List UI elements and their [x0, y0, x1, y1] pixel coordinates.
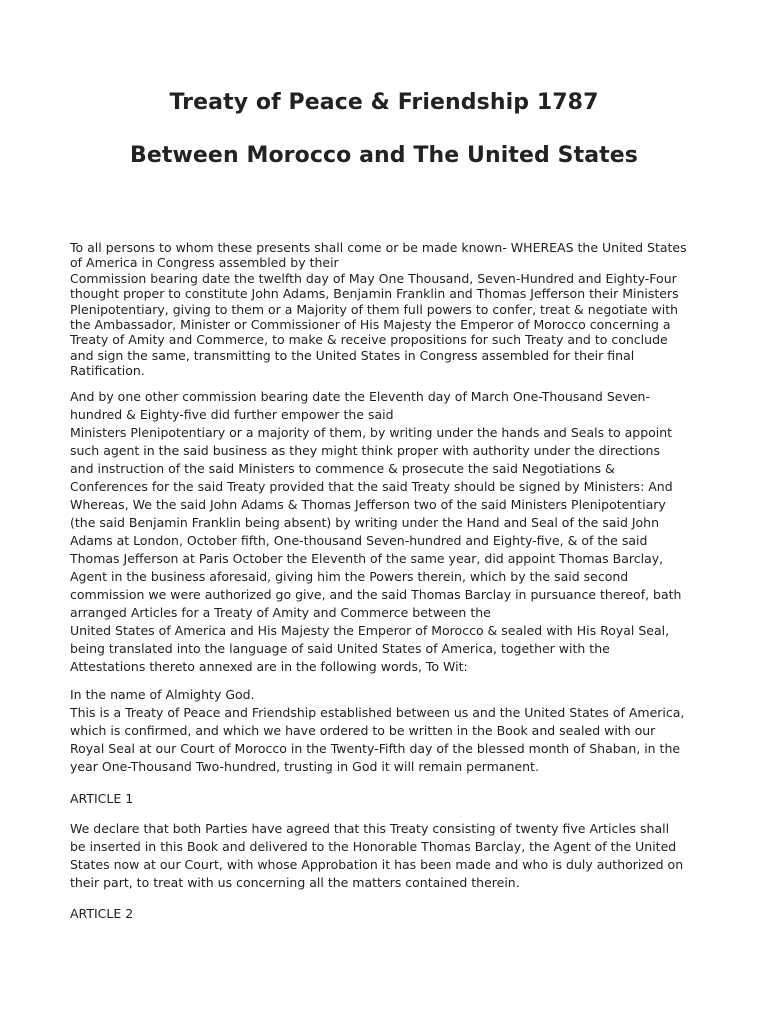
text-line: Attestations thereto annexed are in the following words, To Wit: [70, 659, 468, 674]
paragraph [70, 388, 681, 676]
text-line: which is confirmed, and which we have ordered to be written in the Book and sealed with our [70, 723, 656, 738]
text-line: To all persons to whom these presents shall come or be made known- WHEREAS the United States [70, 240, 687, 255]
text-line: year One-Thousand Two-hundred, trusting in God it will remain permanent. [70, 759, 539, 774]
text-line: and sign the same, transmitting to the United States in Congress assembled for their final [70, 347, 635, 363]
text-line: And by one other commission bearing date the Eleventh day of March One-Thousand Seven- [70, 389, 650, 404]
text-line: Adams at London, October fifth, One-thousand Seven-hundred and Eighty-five, & of the said [70, 533, 648, 548]
text-line: Plenipotentiary, giving to them or a Majority of them full powers to confer, treat & negotiate with [70, 301, 679, 317]
text-line: the Ambassador, Minister or Commissioner of His Majesty the Emperor of Morocco concerning a [70, 317, 671, 333]
document-title: Treaty of Peace & Friendship 1787 [169, 90, 599, 115]
paragraph [70, 820, 683, 892]
text-line: Whereas, We the said John Adams & Thomas Jefferson two of the said Ministers Plenipotentiary [70, 497, 666, 512]
text-line: United States of America and His Majesty the Emperor of Morocco & sealed with His Royal Seal, [70, 623, 670, 638]
text-line: This is a Treaty of Peace and Friendship established between us and the United States of America, [70, 705, 685, 720]
text-line: be inserted in this Book and delivered to the Honorable Thomas Barclay, the Agent of the United [70, 839, 677, 854]
paragraph [70, 686, 684, 776]
text-line: arranged Articles for a Treaty of Amity and Commerce between the [70, 605, 491, 620]
text-line: their part, to treat with us concerning all the matters contained therein. [70, 875, 520, 890]
text-line: such agent in the said business as they might think proper with authority under the directions [70, 443, 660, 458]
text-line: States now at our Court, with whose Approbation it has been made and who is duly authorized on [70, 857, 684, 872]
text-line: thought proper to constitute John Adams, Benjamin Franklin and Thomas Jefferson their Ministers [70, 286, 679, 302]
text-line: Ratification. [70, 363, 145, 379]
text-line: Conferences for the said Treaty provided that the said Treaty should be signed by Ministers: And [70, 479, 673, 494]
text-line: of America in Congress assembled by their [70, 255, 339, 271]
paragraph [70, 240, 687, 379]
text-line: In the name of Almighty God. [70, 687, 255, 702]
text-line: Royal Seal at our Court of Morocco in the Twenty-Fifth day of the blessed month of Shaban, in the [70, 741, 681, 756]
text-line: hundred & Eighty-five did further empower the said [70, 407, 394, 422]
text-line: Commission bearing date the twelfth day of May One Thousand, Seven-Hundred and Eighty-Four [70, 270, 677, 286]
document-subtitle: Between Morocco and The United States [129, 143, 639, 168]
text-line: Treaty of Amity and Commerce, to make & receive propositions for such Treaty and to conclude [70, 332, 668, 348]
text-line: Thomas Jefferson at Paris October the Eleventh of the same year, did appoint Thomas Barclay, [70, 551, 664, 566]
text-line: ARTICLE 1 [70, 791, 134, 806]
text-line: being translated into the language of said United States of America, together with the [70, 641, 610, 656]
text-line: and instruction of the said Ministers to commence & prosecute the said Negotiations & [70, 461, 615, 476]
text-line: commission we were authorized go give, and the said Thomas Barclay in pursuance thereof, bath [70, 587, 682, 602]
text-line: Agent in the business aforesaid, giving him the Powers therein, which by the said second [70, 569, 629, 584]
article-heading [70, 905, 133, 923]
article-heading [70, 790, 133, 808]
text-line: (the said Benjamin Franklin being absent) by writing under the Hand and Seal of the said John [70, 515, 660, 530]
text-line: Ministers Plenipotentiary or a majority of them, by writing under the hands and Seals to appoint [70, 425, 673, 440]
text-line: ARTICLE 2 [70, 906, 134, 921]
text-line: We declare that both Parties have agreed that this Treaty consisting of twenty five Articles shall [70, 821, 670, 836]
